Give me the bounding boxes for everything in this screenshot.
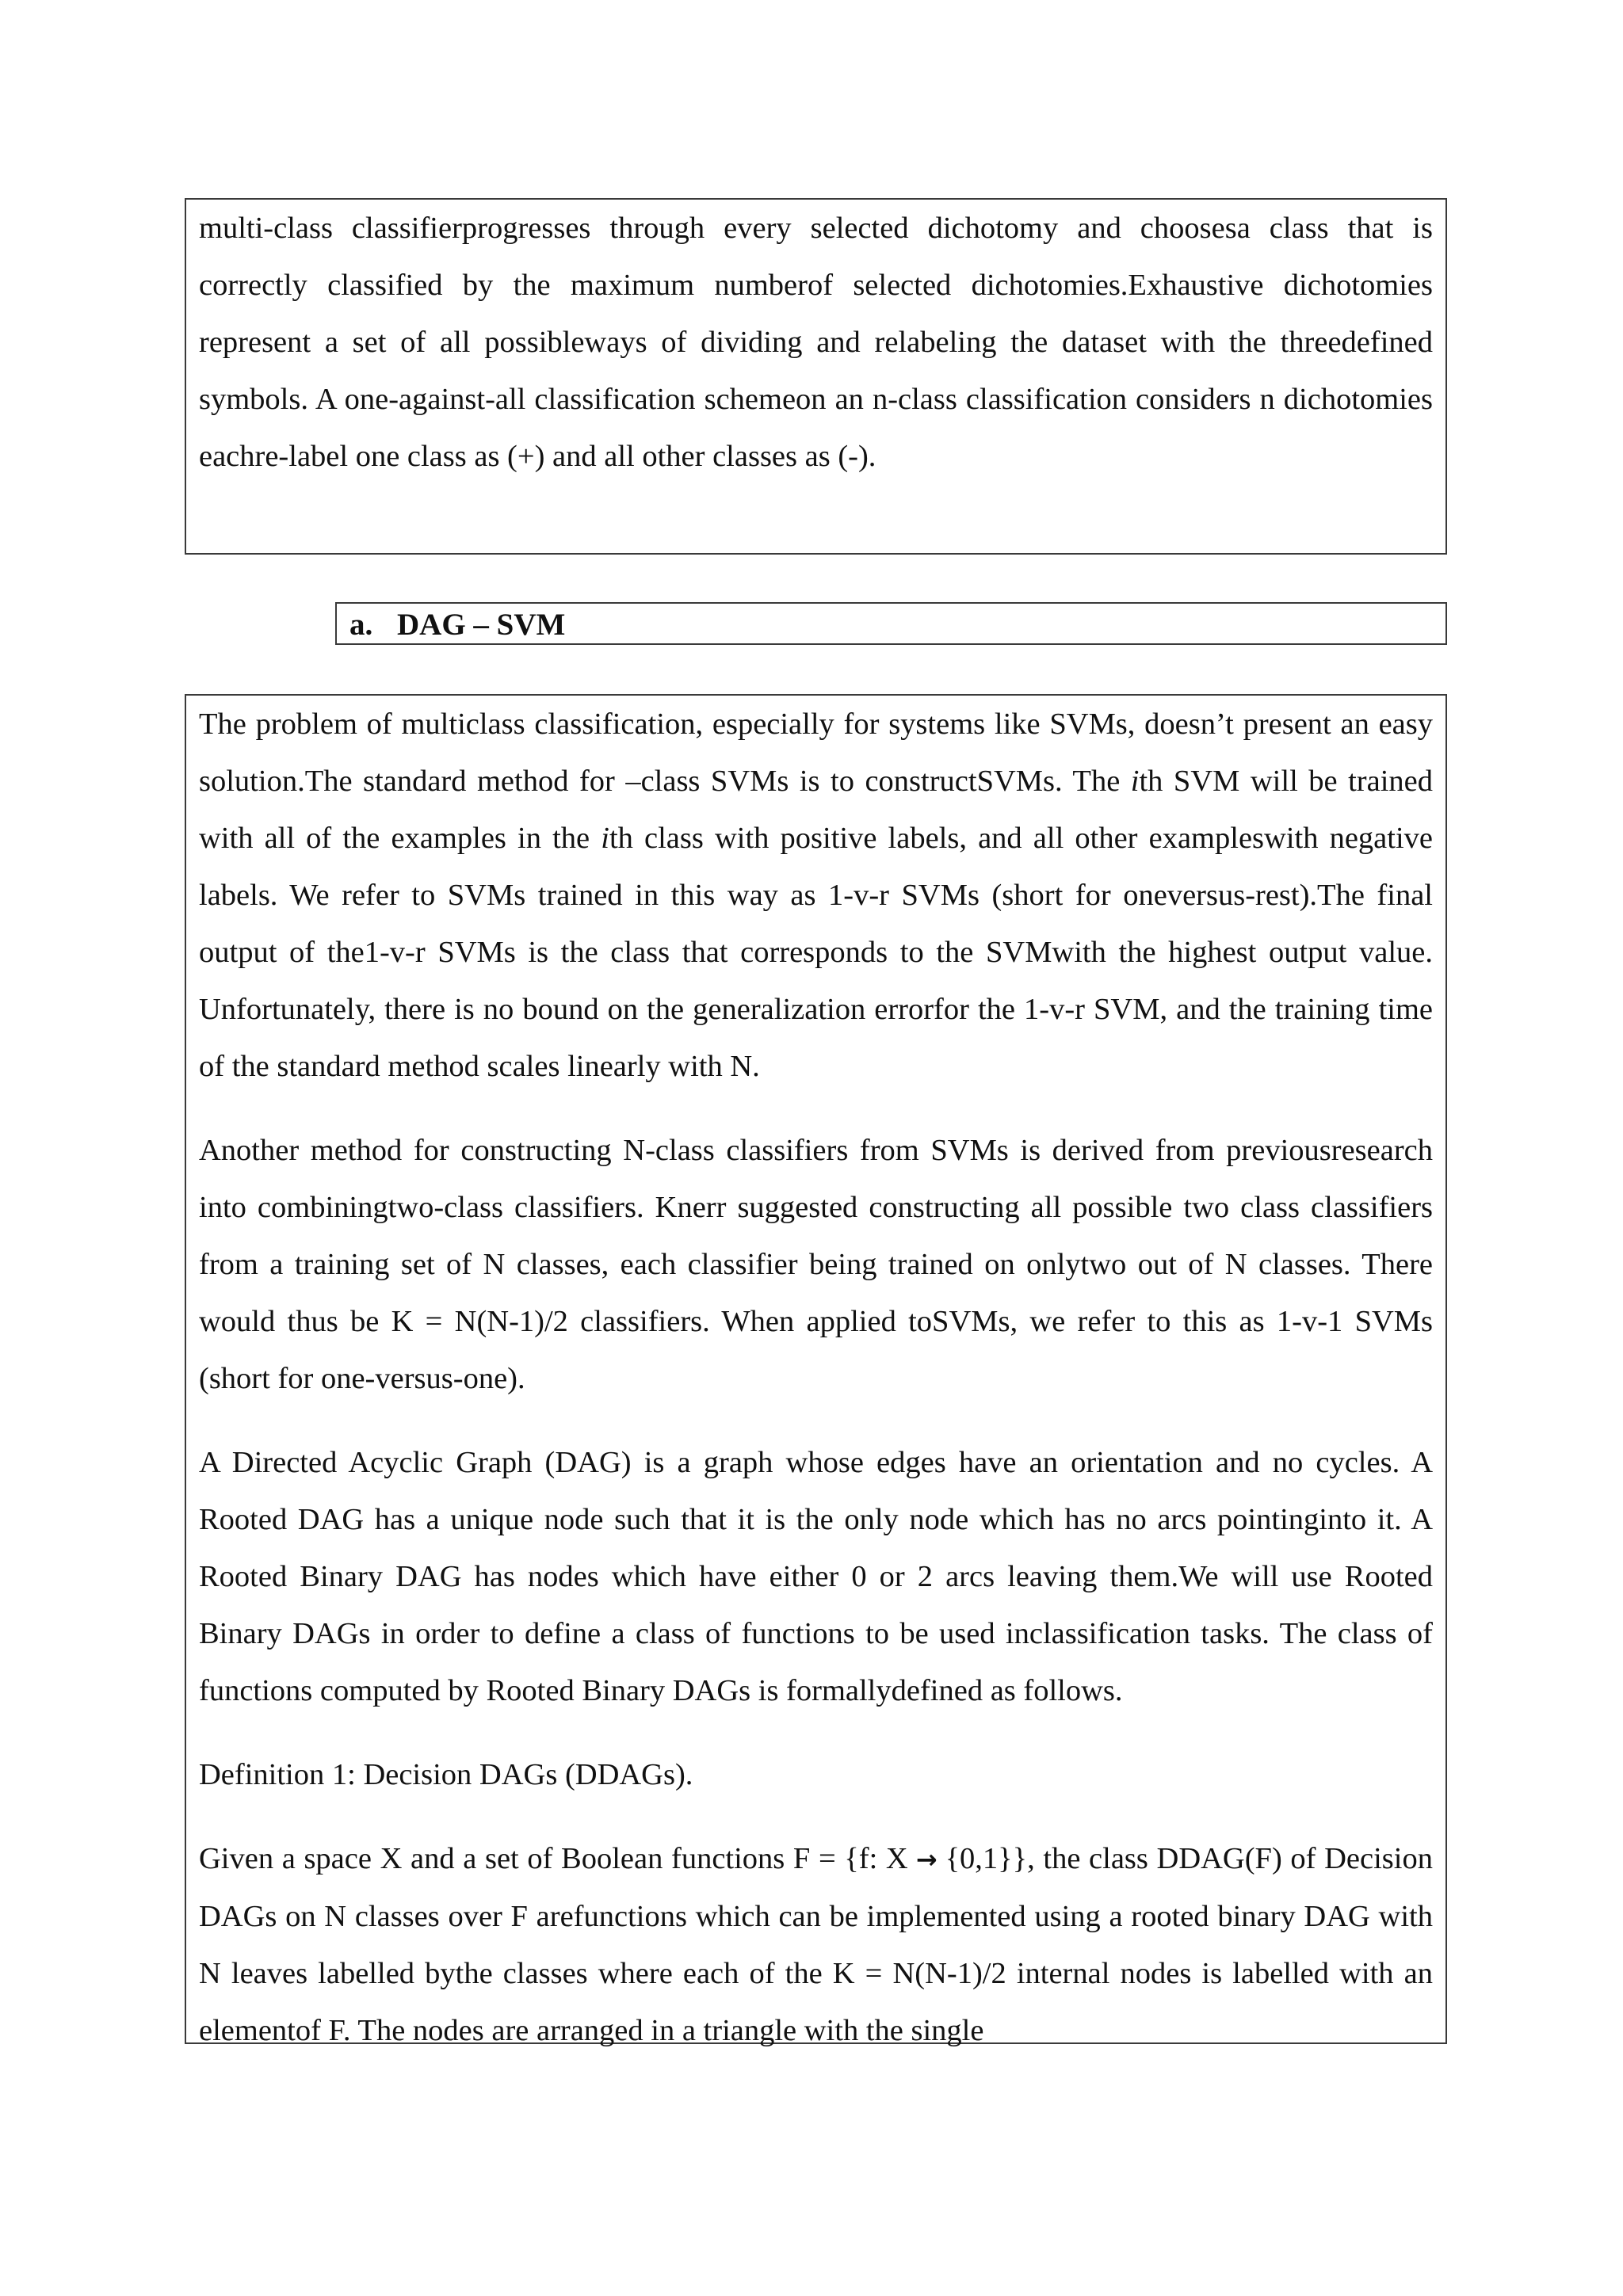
section-title: DAG – SVM [397,608,566,642]
text-box-intro [185,198,1447,555]
paragraph-dag-definition: A Directed Acyclic Graph (DAG) is a graph whose edges have an orientation and no cycles. A Rooted DAG has a unique node such that it is the only node which has no arcs pointinginto it. A Rooted Binary DAG has nodes which have either 0 or 2 arcs leaving them.We will use Rooted Binary DAGs in order to define a class of functions to be used inclassification tasks. The class of functions computed by Rooted Binary DAGs is formallydefined as follows. [199,1446,1433,1707]
p1-italic-i-1: i [1130,765,1140,798]
paragraph-ddag [199,1830,1433,2059]
p1-text-a: The problem of multiclass classification, especially for systems like SVMs, doesn’t present an easy solution.The standard method for –class SVMs is to constructSVMs. The [199,707,1433,798]
paragraph-dichotomies: multi-class classifierprogresses through every selected dichotomy and choosesa class that is correctly classified by the maximum numberof selected dichotomies.Exhaustive dichotomies represent a set of all possibleways of dividing and relabeling the dataset with the threedefined symbols. A one-against-all classification schemeon an n-class classification considers n dichotomies eachre-label one class as (+) and all other classes as (-). [199,212,1433,473]
paragraph-one-vs-one: Another method for constructing N-class classifiers from SVMs is derived from previousresearch into combiningtwo-class classifiers. Knerr suggested constructing all possible two class classifiers from a training set of N classes, each classifier being trained on onlytwo out of N classes. There would thus be K = N(N-1)/2 classifiers. When applied toSVMs, we refer to this as 1-v-1 SVMs (short for one-versus-one). [199,1134,1433,1395]
p1-text-b: th SVM will be trained with all of the examples in the [199,765,1433,855]
p5-text-b: {0,1}}, the class DDAG(F) of Decision DAGs on N classes over F arefunctions which can be implemented using a rooted binary DAG with N leaves labelled bythe classes where each of the K = N(N-1)/2 internal nodes is labelled with an elementof F. The nodes are arranged in a triangle with the single [199,1842,1433,2047]
right-arrow-icon: → [915,1844,938,1875]
p1-italic-i-2: i [601,822,609,855]
p5-text-a: Given a space X and a set of Boolean functions F = {f: X [199,1842,908,1875]
text-box-dag-svm [185,694,1447,2047]
section-heading [349,604,1433,646]
section-heading-box [335,602,1447,645]
paragraph-multiclass-problem [199,696,1433,1095]
section-letter: a. [349,608,373,642]
paragraph-definition-title: Definition 1: Decision DAGs (DDAGs). [199,1758,693,1791]
p1-text-c: th class with positive labels, and all other exampleswith negative labels. We refer to SVMs trained in this way as 1-v-r SVMs (short for oneversus-rest).The final output of the1-v-r SVMs is the class that corresponds to the SVMwith the highest output value. Unfortunately, there is no bound on the generalization errorfor the 1-v-r SVM, and the training time of the standard method scales linearly with N. [199,822,1433,1083]
